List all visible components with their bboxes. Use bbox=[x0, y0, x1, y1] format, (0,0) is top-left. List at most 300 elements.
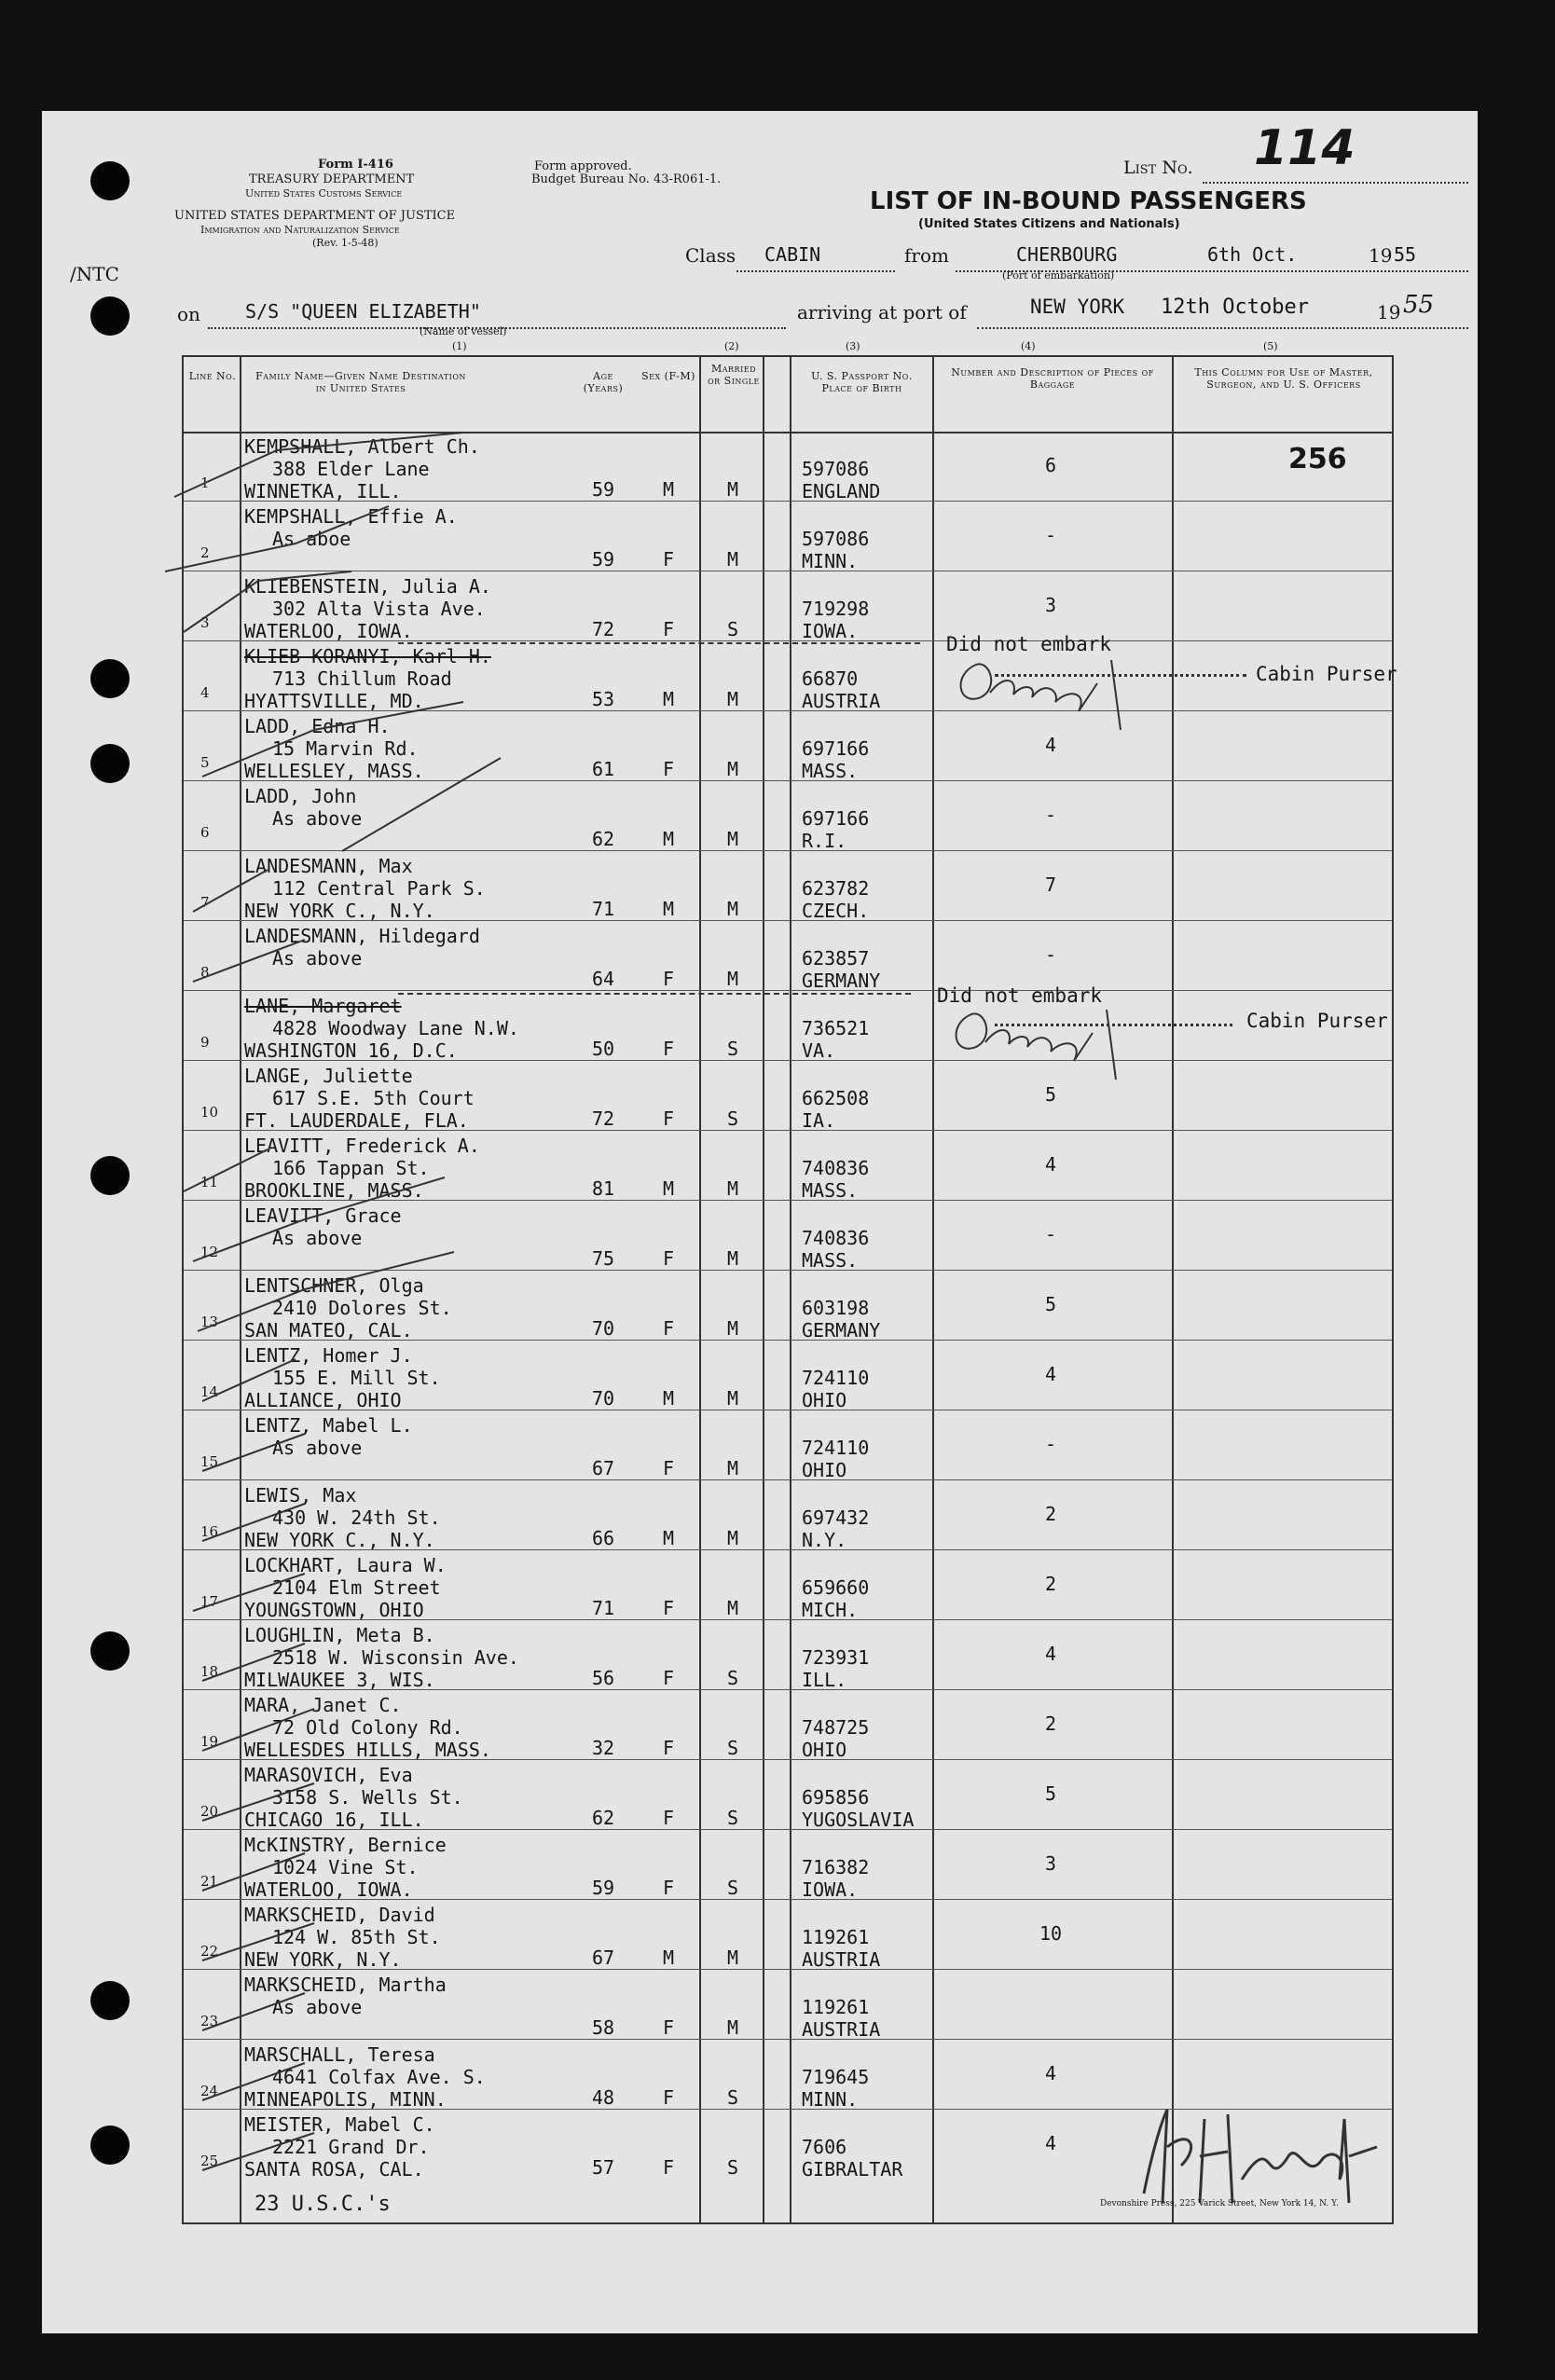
footer-count: 23 U.S.C.'s bbox=[255, 2193, 391, 2216]
baggage-count: 3 bbox=[1044, 1852, 1057, 1875]
passenger-address: 388 Elder Lane bbox=[272, 458, 430, 480]
passenger-name: LEWIS, Max bbox=[244, 1484, 357, 1506]
line-number: 13 bbox=[200, 1314, 219, 1330]
passenger-sex: F bbox=[662, 1038, 675, 1060]
line-number: 25 bbox=[200, 2153, 219, 2169]
passenger-city: ALLIANCE, OHIO bbox=[244, 1389, 402, 1411]
passenger-sex: M bbox=[662, 1387, 675, 1410]
header-sex: Sex (F-M) bbox=[641, 370, 695, 382]
budget-bureau: Budget Bureau No. 43-R061-1. bbox=[531, 172, 722, 186]
line-number: 16 bbox=[200, 1523, 219, 1540]
passenger-name: KLIEBENSTEIN, Julia A. bbox=[244, 575, 491, 598]
passenger-address: As above bbox=[272, 807, 363, 830]
baggage-count: 4 bbox=[1044, 1153, 1057, 1176]
passport-number: 740836 bbox=[802, 1227, 870, 1249]
passport-number: 723931 bbox=[802, 1646, 870, 1669]
passenger-city: WINNETKA, ILL. bbox=[244, 480, 402, 502]
passenger-address: 72 Old Colony Rd. bbox=[272, 1716, 463, 1739]
passenger-sex: M bbox=[662, 1527, 675, 1549]
passenger-age: 67 bbox=[591, 1457, 615, 1479]
passenger-sex: F bbox=[662, 1667, 675, 1689]
passenger-city: MILWAUKEE 3, WIS. bbox=[244, 1669, 435, 1691]
revision: (Rev. 1-5-48) bbox=[312, 237, 378, 249]
baggage-count: 6 bbox=[1044, 454, 1057, 476]
passenger-age: 67 bbox=[591, 1947, 615, 1969]
place-of-birth: VA. bbox=[802, 1039, 836, 1062]
marital-status: M bbox=[726, 968, 739, 990]
header-officers: This Column for Use of Master, Surgeon, and U. S. Officers bbox=[1194, 366, 1373, 391]
officer-count: 256 bbox=[1288, 443, 1347, 475]
class-label: Class bbox=[685, 244, 736, 267]
marital-status: M bbox=[726, 1177, 739, 1200]
col-num-4: (4) bbox=[1021, 340, 1036, 352]
binder-hole bbox=[90, 2125, 130, 2165]
marital-status: S bbox=[726, 1737, 739, 1759]
passenger-table bbox=[182, 355, 1397, 2224]
list-label: List No. bbox=[1123, 158, 1193, 178]
passenger-name: KLIEB KORANYI, Karl H. bbox=[244, 645, 491, 667]
place-of-birth: MASS. bbox=[802, 760, 859, 782]
passenger-address: 166 Tappan St. bbox=[272, 1157, 430, 1179]
passenger-sex: F bbox=[662, 1247, 675, 1270]
place-of-birth: OHIO bbox=[802, 1739, 847, 1761]
line-number: 14 bbox=[200, 1383, 219, 1400]
place-of-birth: YUGOSLAVIA bbox=[802, 1809, 915, 1831]
passenger-name: LEAVITT, Grace bbox=[244, 1204, 402, 1227]
marital-status: M bbox=[726, 1527, 739, 1549]
passenger-age: 59 bbox=[591, 548, 615, 571]
line-number: 6 bbox=[200, 824, 210, 841]
place-of-birth: CZECH. bbox=[802, 900, 870, 922]
baggage-count: 4 bbox=[1044, 1643, 1057, 1665]
baggage-count: 5 bbox=[1044, 1083, 1057, 1106]
from-value: CHERBOURG bbox=[1016, 243, 1118, 266]
passenger-sex: F bbox=[662, 1107, 675, 1130]
ins-service: Immigration and Naturalization Service bbox=[200, 224, 400, 236]
passenger-city: NEW YORK, N.Y. bbox=[244, 1948, 402, 1971]
passenger-address: 3158 S. Wells St. bbox=[272, 1786, 463, 1809]
passenger-address: As above bbox=[272, 947, 363, 970]
line-number: 21 bbox=[200, 1873, 219, 1890]
passenger-sex: F bbox=[662, 1737, 675, 1759]
passenger-name: MARASOVICH, Eva bbox=[244, 1764, 413, 1786]
passport-number: 623782 bbox=[802, 877, 870, 900]
passenger-age: 64 bbox=[591, 968, 615, 990]
passenger-age: 71 bbox=[591, 898, 615, 920]
line-number: 8 bbox=[200, 964, 210, 981]
passenger-name: LADD, Edna H. bbox=[244, 715, 391, 737]
passenger-age: 56 bbox=[591, 1667, 615, 1689]
passenger-name: LOUGHLIN, Meta B. bbox=[244, 1624, 435, 1646]
baggage-count: - bbox=[1044, 524, 1057, 546]
place-of-birth: IA. bbox=[802, 1109, 836, 1132]
col-num-5: (5) bbox=[1263, 340, 1278, 352]
place-of-birth: AUSTRIA bbox=[802, 2018, 881, 2041]
page-title: LIST OF IN-BOUND PASSENGERS bbox=[870, 187, 1307, 215]
vessel-name: S/S "QUEEN ELIZABETH" bbox=[245, 300, 481, 323]
passenger-name: MEISTER, Mabel C. bbox=[244, 2113, 435, 2136]
arrival-port: NEW YORK bbox=[1030, 296, 1125, 318]
passenger-address: As above bbox=[272, 1437, 363, 1459]
marital-status: M bbox=[726, 758, 739, 780]
place-of-birth: R.I. bbox=[802, 830, 847, 852]
passenger-name: LANDESMANN, Hildegard bbox=[244, 925, 480, 947]
passenger-name: LANGE, Juliette bbox=[244, 1065, 413, 1087]
passport-number: 748725 bbox=[802, 1716, 870, 1739]
col-num-3: (3) bbox=[846, 340, 860, 352]
passenger-name: LENTSCHNER, Olga bbox=[244, 1274, 424, 1297]
passport-number: 724110 bbox=[802, 1367, 870, 1389]
passenger-age: 62 bbox=[591, 828, 615, 850]
passenger-sex: F bbox=[662, 1877, 675, 1899]
manifest-page bbox=[42, 111, 1478, 2333]
passenger-age: 57 bbox=[591, 2156, 615, 2179]
passenger-address: As above bbox=[272, 1996, 363, 2018]
passenger-sex: F bbox=[662, 1597, 675, 1619]
passport-number: 659660 bbox=[802, 1576, 870, 1599]
passenger-city: HYATTSVILLE, MD. bbox=[244, 690, 424, 712]
margin-note: /NTC bbox=[70, 263, 119, 285]
binder-hole bbox=[90, 1631, 130, 1671]
vessel-caption: (Name of vessel) bbox=[420, 325, 507, 337]
binder-hole bbox=[90, 744, 130, 783]
passenger-sex: F bbox=[662, 2156, 675, 2179]
passport-number: 119261 bbox=[802, 1996, 870, 2018]
passenger-address: 1024 Vine St. bbox=[272, 1856, 419, 1878]
passenger-age: 48 bbox=[591, 2086, 615, 2109]
header-line: Line No. bbox=[188, 370, 237, 382]
line-number: 7 bbox=[200, 894, 210, 911]
year-prefix-1: 19 bbox=[1369, 244, 1393, 267]
passenger-address: 15 Marvin Rd. bbox=[272, 737, 419, 760]
passenger-city: WATERLOO, IOWA. bbox=[244, 1878, 413, 1901]
passport-number: 119261 bbox=[802, 1926, 870, 1948]
baggage-count: - bbox=[1044, 1223, 1057, 1245]
marital-status: M bbox=[726, 1457, 739, 1479]
place-of-birth: AUSTRIA bbox=[802, 690, 881, 712]
cabin-purser-9: Cabin Purser bbox=[1246, 1010, 1388, 1032]
marital-status: M bbox=[726, 1597, 739, 1619]
line-number: 9 bbox=[200, 1034, 210, 1051]
passenger-sex: F bbox=[662, 1807, 675, 1829]
passport-number: 716382 bbox=[802, 1856, 870, 1878]
baggage-count: 4 bbox=[1044, 2062, 1057, 2084]
marital-status: M bbox=[726, 828, 739, 850]
baggage-count: - bbox=[1044, 1433, 1057, 1455]
passport-number: 740836 bbox=[802, 1157, 870, 1179]
passenger-address: 302 Alta Vista Ave. bbox=[272, 598, 486, 620]
passenger-address: 713 Chillum Road bbox=[272, 667, 452, 690]
line-number: 1 bbox=[200, 475, 210, 491]
arrival-date: 12th October bbox=[1161, 296, 1309, 319]
baggage-count: 5 bbox=[1044, 1293, 1057, 1315]
passport-number: 597086 bbox=[802, 528, 870, 550]
passport-number: 697166 bbox=[802, 807, 870, 830]
did-not-embark-4: Did not embark bbox=[946, 633, 1112, 655]
line-number: 10 bbox=[200, 1104, 219, 1121]
passenger-address: 124 W. 85th St. bbox=[272, 1926, 441, 1948]
baggage-count: 2 bbox=[1044, 1713, 1057, 1735]
passenger-sex: M bbox=[662, 828, 675, 850]
passport-number: 724110 bbox=[802, 1437, 870, 1459]
passport-number: 697432 bbox=[802, 1506, 870, 1529]
place-of-birth: IOWA. bbox=[802, 1878, 859, 1901]
passenger-name: LANE, Margaret bbox=[244, 995, 402, 1017]
arrival-year: 55 bbox=[1403, 291, 1435, 319]
passenger-city: WASHINGTON 16, D.C. bbox=[244, 1039, 458, 1062]
marital-status: M bbox=[726, 548, 739, 571]
marital-status: M bbox=[726, 1387, 739, 1410]
printer-imprint: Devonshire Press, 225 Varick Street, New York 14, N. Y. bbox=[1100, 2199, 1339, 2208]
passenger-age: 32 bbox=[591, 1737, 615, 1759]
justice-dept: UNITED STATES DEPARTMENT OF JUSTICE bbox=[174, 209, 456, 223]
passenger-name: MARKSCHEID, Martha bbox=[244, 1974, 447, 1996]
place-of-birth: ENGLAND bbox=[802, 480, 881, 502]
binder-hole bbox=[90, 1156, 130, 1195]
passenger-address: 4641 Colfax Ave. S. bbox=[272, 2066, 486, 2088]
line-number: 23 bbox=[200, 2013, 219, 2029]
baggage-count: - bbox=[1044, 804, 1057, 826]
place-of-birth: GERMANY bbox=[802, 970, 881, 992]
line-number: 17 bbox=[200, 1593, 219, 1610]
passenger-city: WATERLOO, IOWA. bbox=[244, 620, 413, 642]
passenger-name: MARSCHALL, Teresa bbox=[244, 2043, 435, 2066]
passenger-age: 72 bbox=[591, 1107, 615, 1130]
marital-status: S bbox=[726, 1807, 739, 1829]
marital-status: S bbox=[726, 2086, 739, 2109]
page-subtitle: (United States Citizens and Nationals) bbox=[918, 217, 1180, 231]
baggage-count: 10 bbox=[1039, 1922, 1063, 1945]
place-of-birth: GERMANY bbox=[802, 1319, 881, 1341]
place-of-birth: OHIO bbox=[802, 1459, 847, 1481]
passport-number: 623857 bbox=[802, 947, 870, 970]
passenger-name: LANDESMANN, Max bbox=[244, 855, 413, 877]
passport-number: 7606 bbox=[802, 2136, 847, 2158]
passport-number: 597086 bbox=[802, 458, 870, 480]
passenger-name: KEMPSHALL, Effie A. bbox=[244, 505, 458, 528]
baggage-count: 4 bbox=[1044, 2132, 1057, 2154]
marital-status: M bbox=[726, 1317, 739, 1340]
place-of-birth: N.Y. bbox=[802, 1529, 847, 1551]
passenger-sex: F bbox=[662, 1457, 675, 1479]
col-num-2: (2) bbox=[724, 340, 739, 352]
passenger-sex: F bbox=[662, 758, 675, 780]
table-header bbox=[184, 357, 1392, 433]
departure-date: 6th Oct. bbox=[1207, 243, 1298, 266]
purser-signature-4 bbox=[948, 637, 1172, 739]
passenger-address: 617 S.E. 5th Court bbox=[272, 1087, 475, 1109]
cabin-purser-4: Cabin Purser bbox=[1256, 663, 1397, 685]
passenger-age: 70 bbox=[591, 1387, 615, 1410]
line-number: 11 bbox=[200, 1174, 219, 1190]
place-of-birth: MASS. bbox=[802, 1179, 859, 1202]
marital-status: S bbox=[726, 1667, 739, 1689]
passenger-age: 59 bbox=[591, 1877, 615, 1899]
place-of-birth: MICH. bbox=[802, 1599, 859, 1621]
passenger-address: 155 E. Mill St. bbox=[272, 1367, 441, 1389]
passenger-age: 61 bbox=[591, 758, 615, 780]
did-not-embark-9: Did not embark bbox=[937, 984, 1103, 1007]
passenger-city: WELLESDES HILLS, MASS. bbox=[244, 1739, 491, 1761]
line-number: 3 bbox=[200, 614, 210, 631]
on-label: on bbox=[177, 303, 200, 325]
marital-status: S bbox=[726, 1877, 739, 1899]
arriving-label: arriving at port of bbox=[797, 301, 967, 323]
passenger-sex: F bbox=[662, 618, 675, 640]
passenger-sex: M bbox=[662, 688, 675, 710]
passenger-name: LOCKHART, Laura W. bbox=[244, 1554, 447, 1576]
passenger-age: 72 bbox=[591, 618, 615, 640]
baggage-count: 2 bbox=[1044, 1573, 1057, 1595]
departure-year: 55 bbox=[1394, 243, 1417, 266]
marital-status: M bbox=[726, 898, 739, 920]
header-passport: U. S. Passport No. Place of Birth bbox=[811, 370, 913, 394]
passenger-age: 81 bbox=[591, 1177, 615, 1200]
passport-number: 695856 bbox=[802, 1786, 870, 1809]
passenger-name: LENTZ, Homer J. bbox=[244, 1344, 413, 1367]
line-number: 2 bbox=[200, 544, 210, 561]
baggage-count: 4 bbox=[1044, 1363, 1057, 1385]
form-number: Form I-416 bbox=[318, 158, 393, 172]
purser-signature-9 bbox=[943, 986, 1167, 1089]
line-number: 19 bbox=[200, 1733, 219, 1750]
passenger-name: MARA, Janet C. bbox=[244, 1694, 402, 1716]
passenger-address: 112 Central Park S. bbox=[272, 877, 486, 900]
place-of-birth: AUSTRIA bbox=[802, 1948, 881, 1971]
passenger-sex: M bbox=[662, 898, 675, 920]
header-married: Married or Single bbox=[708, 363, 760, 387]
passenger-address: 2518 W. Wisconsin Ave. bbox=[272, 1646, 519, 1669]
passenger-age: 75 bbox=[591, 1247, 615, 1270]
passenger-city: BROOKLINE, MASS. bbox=[244, 1179, 424, 1202]
passenger-city: SAN MATEO, CAL. bbox=[244, 1319, 413, 1341]
line-number: 4 bbox=[200, 684, 210, 701]
place-of-birth: GIBRALTAR bbox=[802, 2158, 903, 2181]
passenger-age: 53 bbox=[591, 688, 615, 710]
baggage-count: 2 bbox=[1044, 1503, 1057, 1525]
passenger-sex: F bbox=[662, 968, 675, 990]
passenger-city: CHICAGO 16, ILL. bbox=[244, 1809, 424, 1831]
passenger-name: LADD, John bbox=[244, 785, 357, 807]
baggage-count: 3 bbox=[1044, 594, 1057, 616]
marital-status: M bbox=[726, 1247, 739, 1270]
passenger-city: YOUNGSTOWN, OHIO bbox=[244, 1599, 424, 1621]
passenger-address: 430 W. 24th St. bbox=[272, 1506, 441, 1529]
header-age: Age (Years) bbox=[583, 370, 624, 394]
place-of-birth: IOWA. bbox=[802, 620, 859, 642]
marital-status: S bbox=[726, 1107, 739, 1130]
passenger-name: LENTZ, Mabel L. bbox=[244, 1414, 413, 1437]
class-value: CABIN bbox=[764, 243, 821, 266]
passenger-sex: M bbox=[662, 1177, 675, 1200]
passenger-address: 2410 Dolores St. bbox=[272, 1297, 452, 1319]
marital-status: M bbox=[726, 2016, 739, 2039]
passenger-name: McKINSTRY, Bernice bbox=[244, 1834, 447, 1856]
line-number: 24 bbox=[200, 2083, 219, 2099]
passenger-city: NEW YORK C., N.Y. bbox=[244, 1529, 435, 1551]
header-baggage: Number and Description of Pieces of Baggage bbox=[951, 366, 1154, 391]
marital-status: S bbox=[726, 2156, 739, 2179]
line-number: 5 bbox=[200, 754, 210, 771]
place-of-birth: OHIO bbox=[802, 1389, 847, 1411]
baggage-count: - bbox=[1044, 943, 1057, 966]
marital-status: M bbox=[726, 478, 739, 501]
passport-number: 719645 bbox=[802, 2066, 870, 2088]
place-of-birth: MINN. bbox=[802, 2088, 859, 2111]
passenger-age: 71 bbox=[591, 1597, 615, 1619]
passport-number: 662508 bbox=[802, 1087, 870, 1109]
passenger-sex: F bbox=[662, 2086, 675, 2109]
line-number: 20 bbox=[200, 1803, 219, 1820]
passport-number: 66870 bbox=[802, 667, 859, 690]
line-number: 22 bbox=[200, 1943, 219, 1960]
passenger-city: MINNEAPOLIS, MINN. bbox=[244, 2088, 447, 2111]
place-of-birth: ILL. bbox=[802, 1669, 847, 1691]
passenger-city: FT. LAUDERDALE, FLA. bbox=[244, 1109, 469, 1132]
baggage-count: 7 bbox=[1044, 874, 1057, 896]
passenger-sex: F bbox=[662, 548, 675, 571]
header-name: Family Name—Given Name Destination in United States bbox=[255, 370, 466, 394]
passenger-age: 59 bbox=[591, 478, 615, 501]
passenger-age: 66 bbox=[591, 1527, 615, 1549]
passenger-address: 2104 Elm Street bbox=[272, 1576, 441, 1599]
marital-status: M bbox=[726, 688, 739, 710]
binder-hole bbox=[90, 1981, 130, 2020]
passenger-name: LEAVITT, Frederick A. bbox=[244, 1135, 480, 1157]
treasury-dept: TREASURY DEPARTMENT bbox=[249, 172, 415, 186]
marital-status: S bbox=[726, 1038, 739, 1060]
place-of-birth: MINN. bbox=[802, 550, 859, 572]
passenger-age: 58 bbox=[591, 2016, 615, 2039]
check-marks bbox=[165, 432, 743, 2226]
passport-number: 697166 bbox=[802, 737, 870, 760]
passenger-sex: F bbox=[662, 2016, 675, 2039]
line-number: 15 bbox=[200, 1453, 219, 1470]
year-prefix-2: 19 bbox=[1377, 301, 1401, 323]
passenger-sex: F bbox=[662, 1317, 675, 1340]
list-number: 114 bbox=[1254, 120, 1355, 176]
passenger-age: 70 bbox=[591, 1317, 615, 1340]
passenger-city: WELLESLEY, MASS. bbox=[244, 760, 424, 782]
binder-hole bbox=[90, 659, 130, 698]
baggage-count: 5 bbox=[1044, 1782, 1057, 1805]
passenger-name: MARKSCHEID, David bbox=[244, 1904, 435, 1926]
binder-hole bbox=[90, 296, 130, 336]
place-of-birth: MASS. bbox=[802, 1249, 859, 1272]
passenger-address: As above bbox=[272, 1227, 363, 1249]
passenger-city: SANTA ROSA, CAL. bbox=[244, 2158, 424, 2181]
marital-status: S bbox=[726, 618, 739, 640]
passport-number: 736521 bbox=[802, 1017, 870, 1039]
binder-hole bbox=[90, 161, 130, 200]
passenger-address: As aboe bbox=[272, 528, 351, 550]
approved: Form approved. bbox=[534, 159, 632, 173]
passport-number: 719298 bbox=[802, 598, 870, 620]
passenger-address: 4828 Woodway Lane N.W. bbox=[272, 1017, 519, 1039]
passenger-name: KEMPSHALL, Albert Ch. bbox=[244, 435, 480, 458]
passenger-age: 50 bbox=[591, 1038, 615, 1060]
line-number: 18 bbox=[200, 1663, 219, 1680]
port-embark-caption: (Port of embarkation) bbox=[1002, 269, 1115, 282]
passenger-address: 2221 Grand Dr. bbox=[272, 2136, 430, 2158]
line-number: 12 bbox=[200, 1244, 219, 1260]
marital-status: M bbox=[726, 1947, 739, 1969]
passenger-age: 62 bbox=[591, 1807, 615, 1829]
passport-number: 603198 bbox=[802, 1297, 870, 1319]
passenger-city: NEW YORK C., N.Y. bbox=[244, 900, 435, 922]
customs-service: United States Customs Service bbox=[245, 187, 403, 199]
baggage-count: 4 bbox=[1044, 734, 1057, 756]
